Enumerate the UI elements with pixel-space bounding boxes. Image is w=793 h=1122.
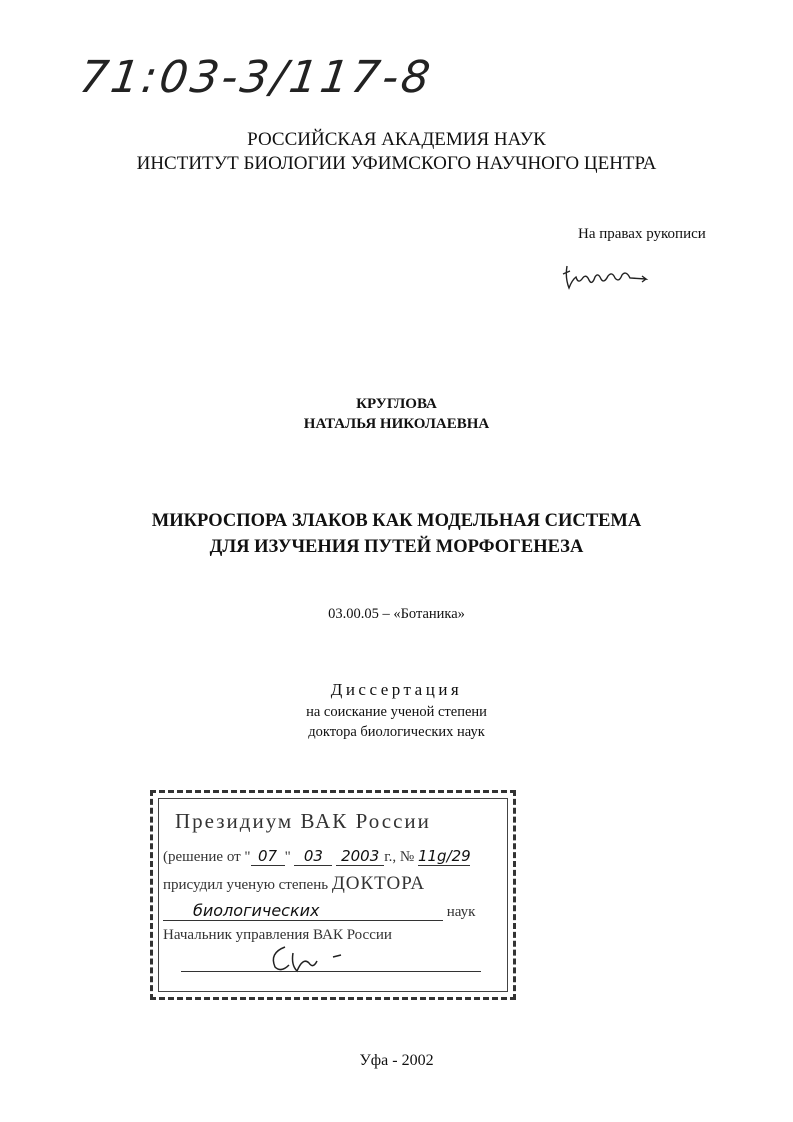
- stamp-awarded-line: [163, 873, 425, 895]
- organization-name: [0, 128, 793, 176]
- title-line-2: ДЛЯ ИЗУЧЕНИЯ ПУТЕЙ МОРФОГЕНЕЗА: [209, 537, 584, 557]
- degree-line-2: доктора биологических наук: [308, 724, 485, 740]
- awarded-prefix: присудил ученую степень: [163, 877, 329, 893]
- document-type: Диссертация: [330, 680, 463, 699]
- archive-code: 71:03-3/117-8: [76, 52, 436, 103]
- title-line-1: МИКРОСПОРА ЗЛАКОВ КАК МОДЕЛЬНАЯ СИСТЕМА: [151, 511, 642, 531]
- vak-approval-stamp: [150, 790, 516, 1000]
- dissertation-title: [0, 508, 793, 560]
- organization-line-2: ИНСТИТУТ БИОЛОГИИ УФИМСКОГО НАУЧНОГО ЦЕНТРА: [136, 153, 657, 174]
- decision-number: 11g/29: [417, 847, 471, 865]
- signature-line: [181, 971, 481, 972]
- degree-description: [0, 702, 793, 742]
- decision-year: 2003: [336, 847, 384, 866]
- decision-month: 03: [294, 847, 332, 866]
- degree-line-1: на соискание ученой степени: [306, 704, 487, 720]
- author-surname: КРУГЛОВА: [356, 396, 437, 412]
- field-suffix: наук: [446, 904, 476, 920]
- stamp-field-line: [163, 901, 475, 921]
- author-signature: [560, 262, 655, 296]
- city-year: Уфа - 2002: [359, 1052, 434, 1069]
- author-given-names: НАТАЛЬЯ НИКОЛАЕВНА: [303, 416, 490, 432]
- awarded-degree: ДОКТОРА: [331, 873, 426, 894]
- decision-year-suffix: г., №: [384, 849, 415, 865]
- stamp-decision-line: [163, 847, 470, 866]
- specialty-code: 03.00.05 – «Ботаника»: [328, 606, 465, 622]
- decision-day: 07: [251, 847, 285, 866]
- rights-note: На правах рукописи: [578, 226, 706, 242]
- stamp-title: Президиум ВАК России: [175, 809, 431, 833]
- decision-prefix: (решение от ": [163, 849, 251, 865]
- author-name: [0, 394, 793, 434]
- quote-separator: ": [284, 849, 291, 865]
- organization-line-1: РОССИЙСКАЯ АКАДЕМИЯ НАУК: [247, 129, 546, 150]
- stamp-chief-line: Начальник управления ВАК России: [163, 927, 392, 943]
- science-field: биологических: [163, 901, 443, 921]
